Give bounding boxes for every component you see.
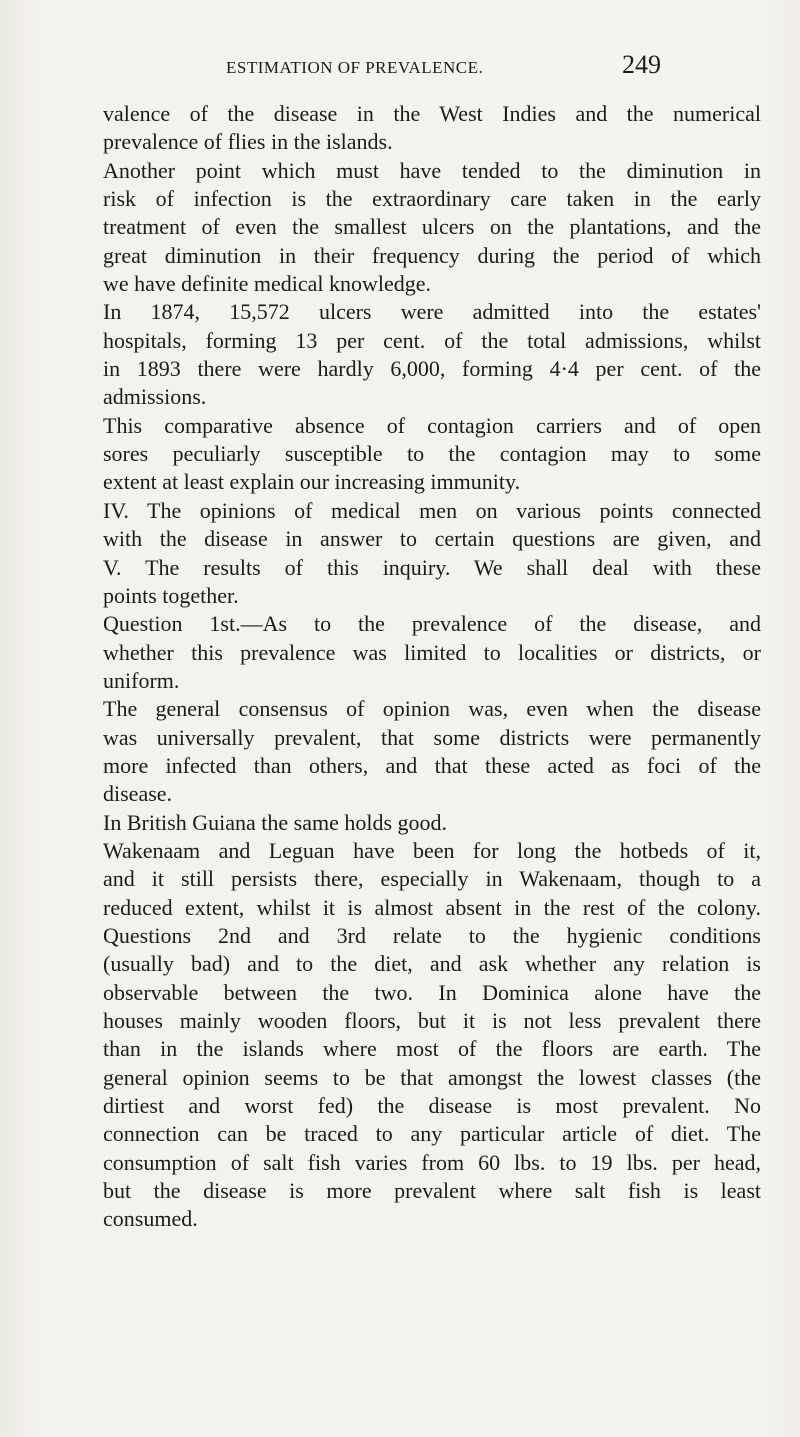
text-line: observable between the two. In Dominica alone have the: [103, 979, 761, 1005]
text-line: dirtiest and worst fed) the disease is most prevalent. No: [103, 1093, 761, 1119]
text-line: In 1874, 15,572 ulcers were admitted into the estates': [103, 299, 761, 325]
text-line: houses mainly wooden floors, but it is not less prevalent there: [103, 1008, 761, 1033]
text-line: (usually bad) and to the diet, and ask whether any relation is: [103, 951, 761, 977]
text-line: admissions.: [103, 384, 207, 410]
text-line: Wakenaam and Leguan have been for long the hotbeds of it,: [103, 837, 761, 863]
text-line: connection can be traced to any particular article of diet. The: [103, 1121, 761, 1147]
body-text: [103, 100, 761, 1234]
text-line: was universally prevalent, that some districts were permanently: [103, 724, 761, 750]
page-header: [0, 46, 800, 86]
text-line: extent at least explain our increasing immunity.: [103, 469, 521, 495]
running-head: ESTIMATION OF PREVALENCE.: [226, 58, 484, 77]
text-line: prevalence of flies in the islands.: [103, 129, 393, 155]
text-line: we have definite medical knowledge.: [103, 271, 432, 297]
text-line: great diminution in their frequency during the period of which: [103, 242, 761, 268]
text-line: consumption of salt fish varies from 60 lbs. to 19 lbs. per head,: [103, 1149, 761, 1175]
text-line: more infected than others, and that these acted as foci of the: [103, 752, 761, 778]
text-line: valence of the disease in the West Indies and the numerical: [103, 101, 761, 126]
text-line: consumed.: [103, 1206, 198, 1232]
text-line: IV. The opinions of medical men on various points connected: [103, 497, 761, 523]
text-line: but the disease is more prevalent where salt fish is least: [103, 1178, 761, 1204]
text-line: general opinion seems to be that amongst the lowest classes (the: [103, 1064, 761, 1090]
text-line: Questions 2nd and 3rd relate to the hygienic conditions: [103, 922, 761, 948]
text-line: sores peculiarly susceptible to the contagion may to some: [103, 441, 761, 467]
text-line: treatment of even the smallest ulcers on the plantations, and the: [103, 214, 761, 240]
text-line: points together.: [103, 582, 239, 608]
text-line: disease.: [103, 781, 173, 807]
text-line: in 1893 there were hardly 6,000, forming 4·4 per cent. of the: [103, 356, 761, 382]
text-line: risk of infection is the extraordinary care taken in the early: [103, 186, 761, 212]
text-line: V. The results of this inquiry. We shall deal with these: [103, 554, 761, 580]
text-line: Another point which must have tended to the diminution in: [103, 157, 761, 183]
text-line: uniform.: [103, 667, 180, 693]
text-line: Question 1st.—As to the prevalence of the disease, and: [103, 611, 761, 637]
text-line: This comparative absence of contagion carriers and of open: [103, 412, 761, 438]
text-line: reduced extent, whilst it is almost absent in the rest of the colony.: [103, 894, 761, 920]
text-line: In British Guiana the same holds good.: [103, 809, 448, 835]
text-line: hospitals, forming 13 per cent. of the total admissions, whilst: [103, 327, 761, 353]
text-line: and it still persists there, especially in Wakenaam, though to a: [103, 866, 761, 892]
text-line: with the disease in answer to certain questions are given, and: [103, 526, 761, 552]
page-number: 249: [622, 50, 661, 79]
text-line: whether this prevalence was limited to localities or districts, or: [103, 639, 761, 665]
text-line: The general consensus of opinion was, even when the disease: [103, 696, 761, 722]
text-line: than in the islands where most of the floors are earth. The: [103, 1036, 761, 1062]
